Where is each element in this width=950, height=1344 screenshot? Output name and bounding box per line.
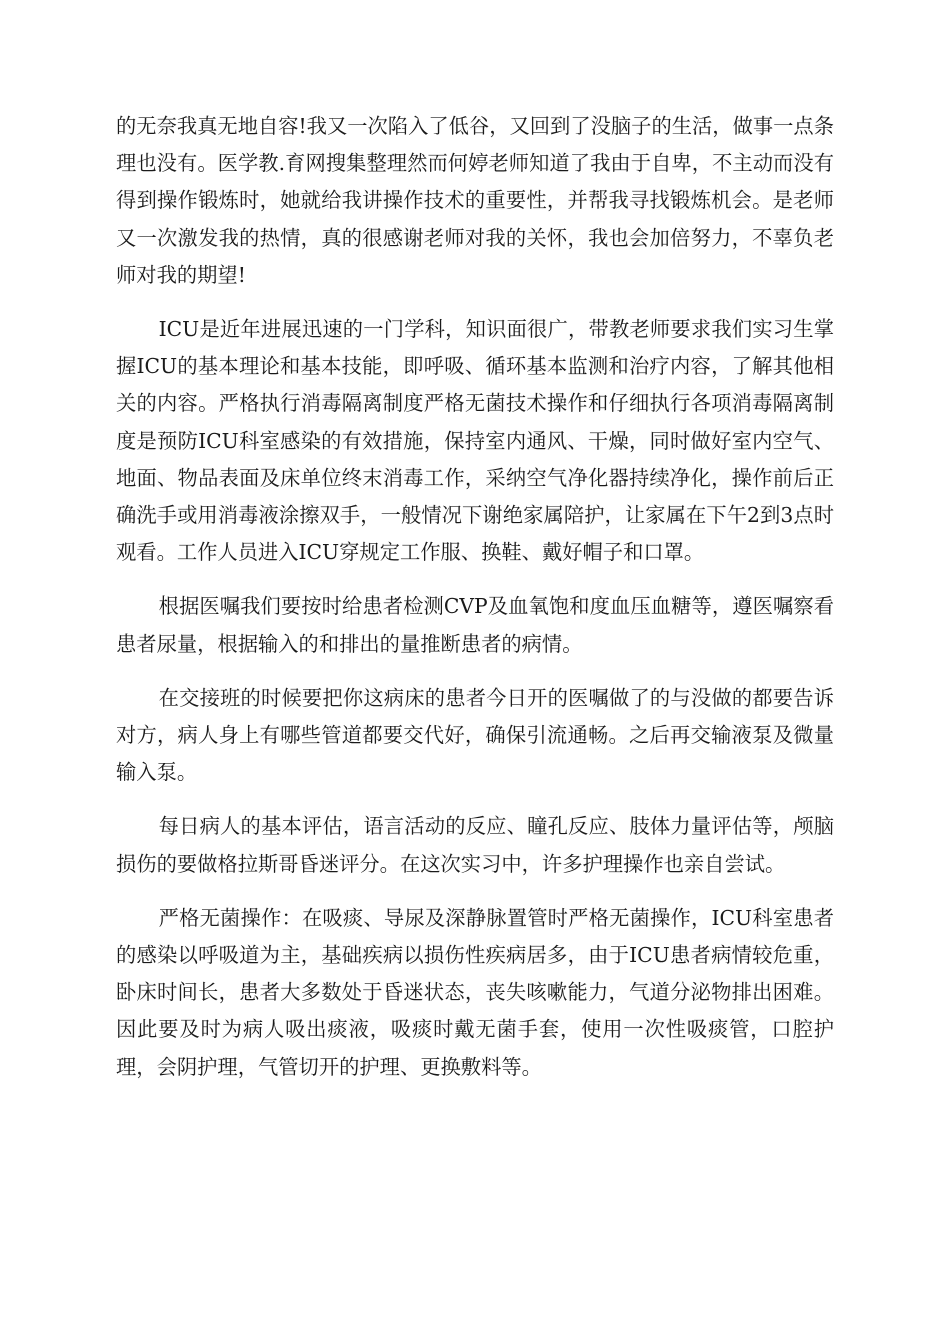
document-page: [116, 108, 834, 1103]
paragraph-icu-overview: ICU是近年进展迅速的一门学科，知识面很广，带教老师要求我们实习生掌握ICU的基本理论和基本技能，即呼吸、循环基本监测和治疗内容，了解其他相关的内容。严格执行消毒隔离制度严格无菌技术操作和仔细执行各项消毒隔离制度是预防ICU科室感染的有效措施，保持室内通风、干燥，同时做好室内空气、地面、物品表面及床单位终末消毒工作，采纳空气净化器持续净化，操作前后正确洗手或用消毒液涂擦双手，一般情况下谢绝家属陪护，让家属在下午2到3点时观看。工作人员进入ICU穿规定工作服、换鞋、戴好帽子和口罩。: [116, 317, 834, 565]
paragraph-continuation: 的无奈我真无地自容!我又一次陷入了低谷，又回到了没脑子的生活，做事一点条理也没有。医学教.育网搜集整理然而何婷老师知道了我由于自卑，不主动而没有得到操作锻炼时，她就给我讲操作技术的重要性，并帮我寻找锻炼机会。是老师又一次激发我的热情，真的很感谢老师对我的关怀，我也会加倍努力，不辜负老师对我的期望!: [116, 114, 834, 287]
paragraph-shift-handover: 在交接班的时候要把你这病床的患者今日开的医嘱做了的与没做的都要告诉对方，病人身上有哪些管道都要交代好，确保引流通畅。之后再交输液泵及微量输入泵。: [116, 685, 834, 785]
paragraph-daily-assessment: 每日病人的基本评估，语言活动的反应、瞳孔反应、肢体力量评估等，颅脑损伤的要做格拉斯哥昏迷评分。在这次实习中，许多护理操作也亲自尝试。: [116, 814, 834, 876]
paragraph-aseptic-operation: 严格无菌操作：在吸痰、导尿及深静脉置管时严格无菌操作，ICU科室患者的感染以呼吸道为主，基础疾病以损伤性疾病居多，由于ICU患者病情较危重，卧床时间长，患者大多数处于昏迷状态，丧失咳嗽能力，气道分泌物排出困难。因此要及时为病人吸出痰液，吸痰时戴无菌手套，使用一次性吸痰管，口腔护理，会阴护理，气管切开的护理、更换敷料等。: [116, 905, 834, 1079]
paragraph-monitoring: 根据医嘱我们要按时给患者检测CVP及血氧饱和度血压血糖等，遵医嘱察看患者尿量，根据输入的和排出的量推断患者的病情。: [116, 594, 834, 656]
